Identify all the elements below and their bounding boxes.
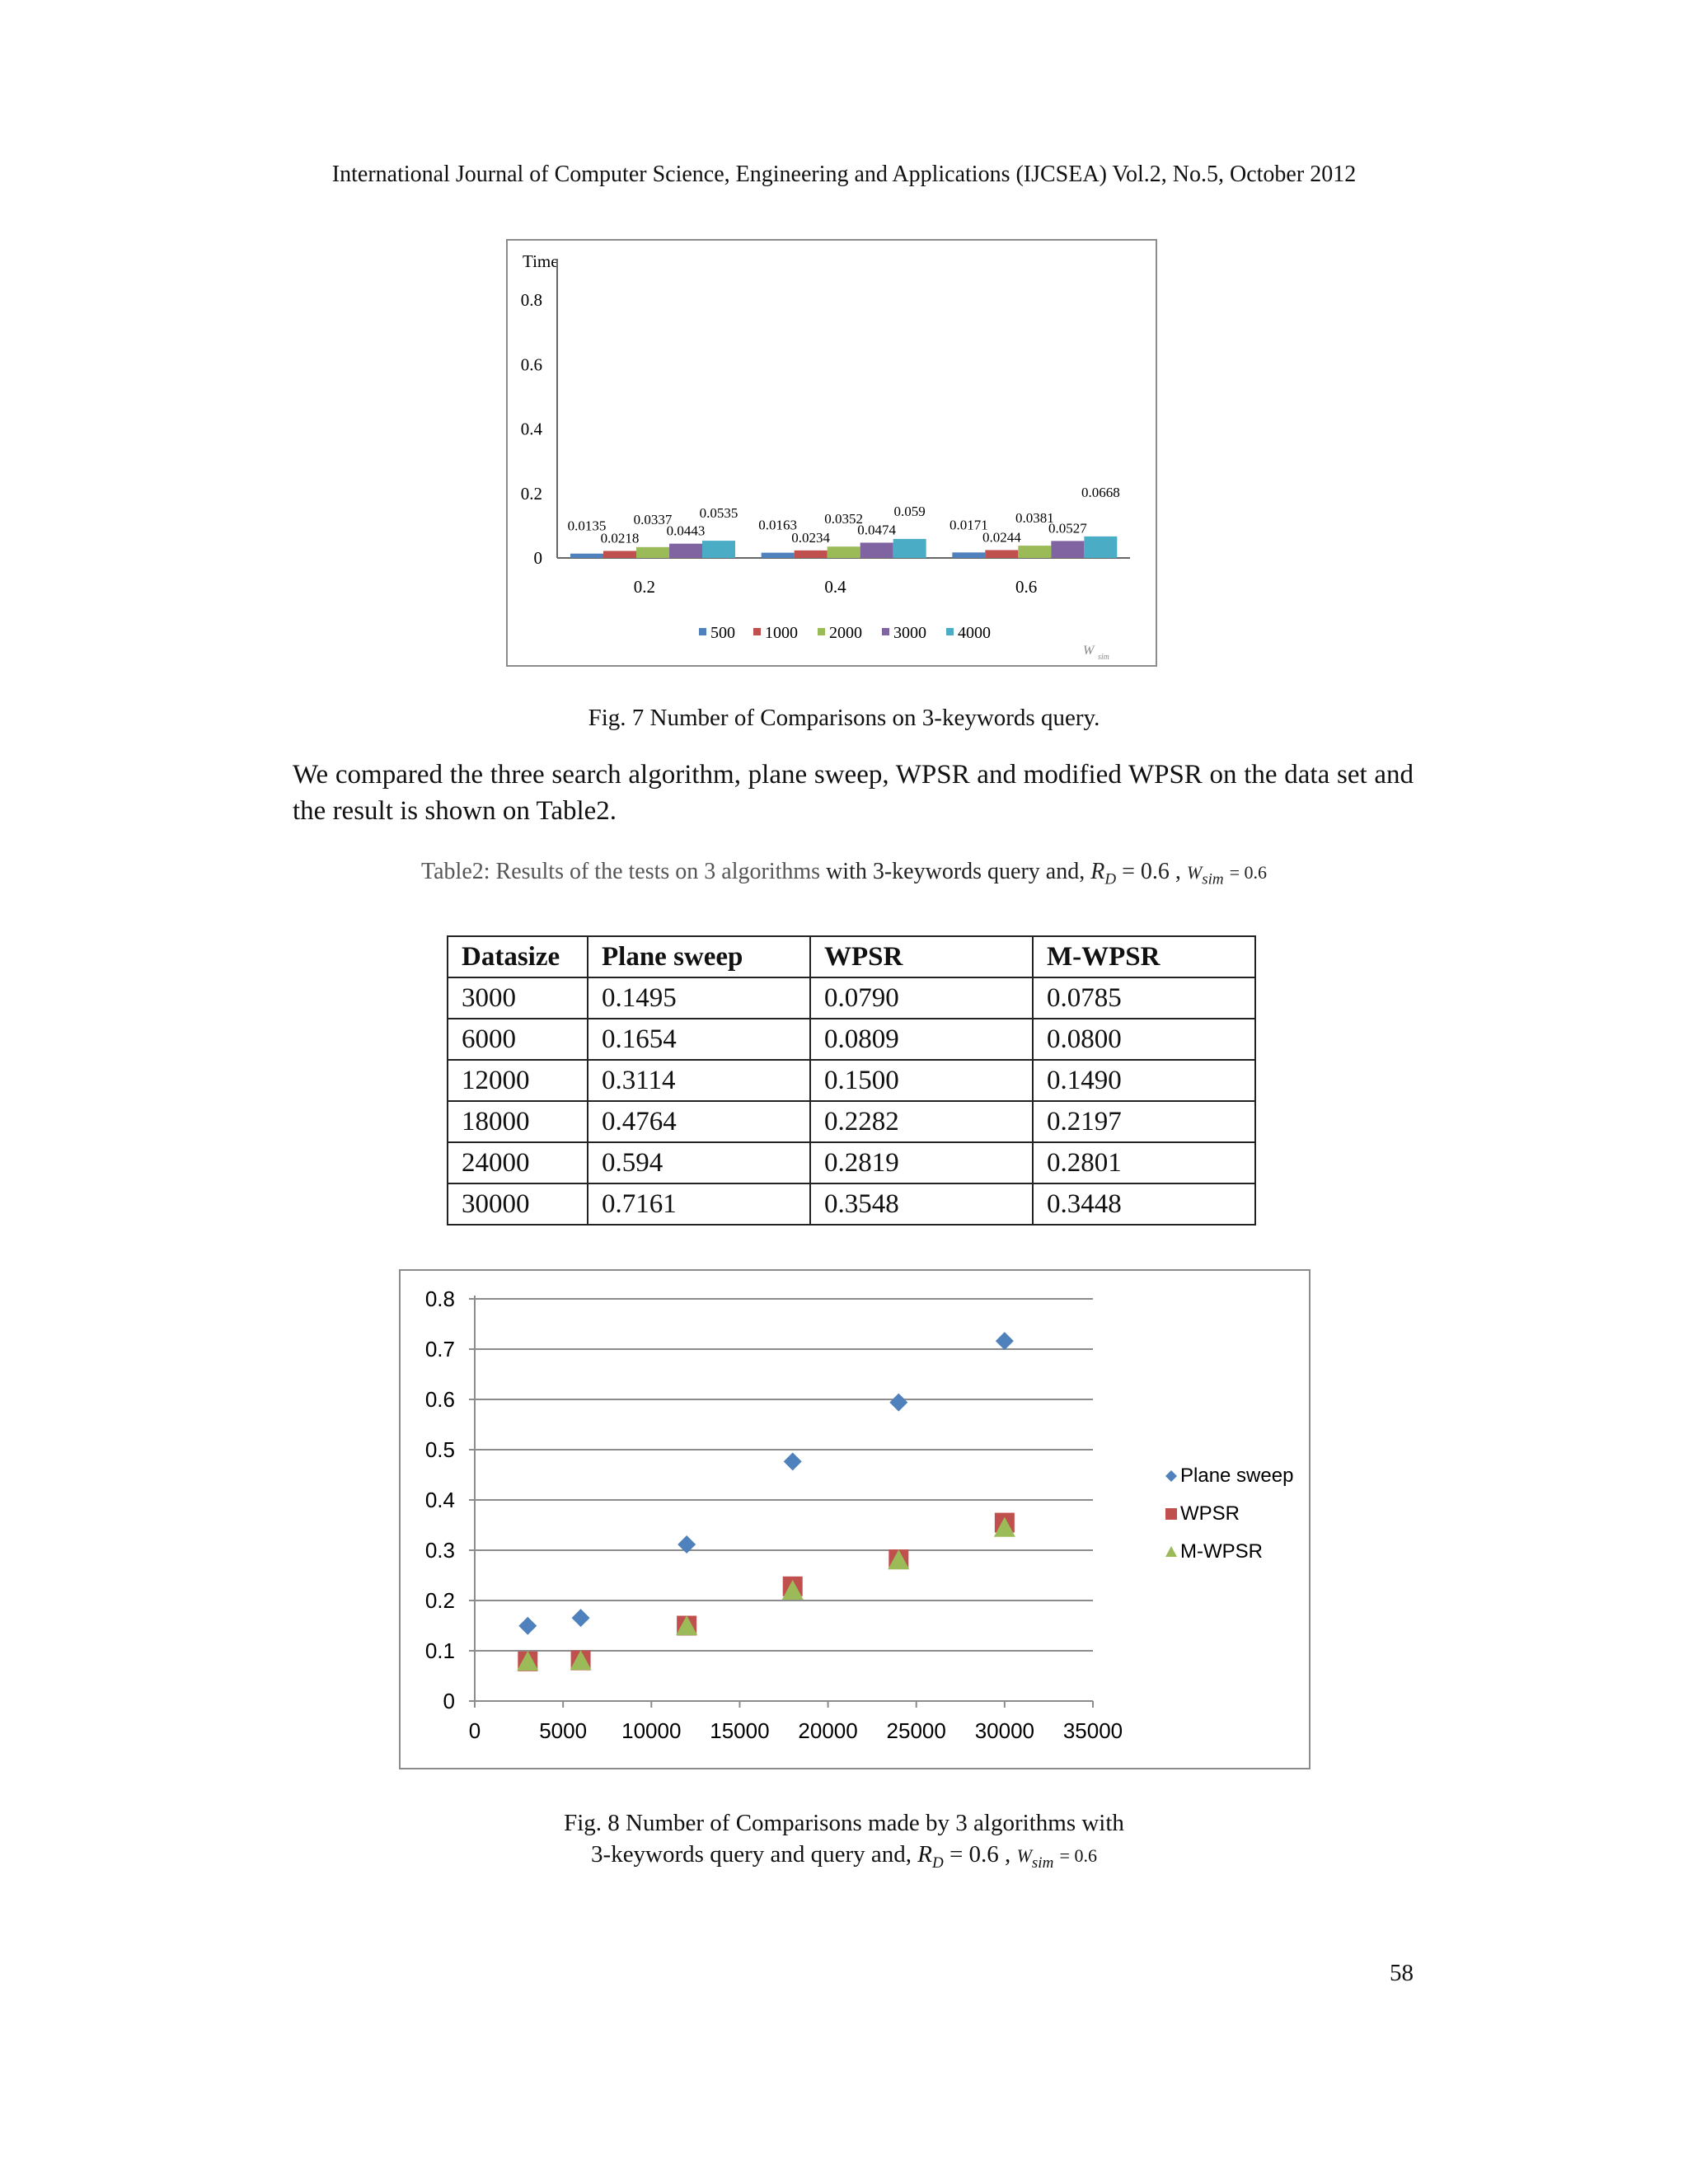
data-point xyxy=(784,1452,802,1470)
w-sim-mark-sub: sim xyxy=(1098,653,1109,662)
fig8-scatter-chart xyxy=(401,1271,1309,1768)
legend-label: Plane sweep xyxy=(1180,1465,1294,1487)
bar xyxy=(952,552,985,558)
fig8-w-symbol: W xyxy=(1016,1845,1032,1866)
y-tick-label: 0.6 xyxy=(424,1387,455,1412)
y-tick-label: 0 xyxy=(443,1689,455,1713)
y-tick-label: 0.8 xyxy=(520,290,542,310)
y-axis-label: Time xyxy=(523,251,559,271)
table2-rd-value: = 0.6 , xyxy=(1122,859,1181,884)
bar xyxy=(669,544,702,558)
table2-w-symbol: W xyxy=(1186,862,1203,883)
x-tick-label: 0 xyxy=(468,1718,481,1743)
bar xyxy=(1051,541,1084,558)
table-cell: 30000 xyxy=(448,1183,588,1225)
table-cell: 0.0790 xyxy=(810,977,1033,1019)
data-label: 0.0135 xyxy=(567,518,607,534)
table-row xyxy=(448,977,1255,1019)
x-tick-label: 30000 xyxy=(974,1718,1035,1743)
x-tick-label: 0.2 xyxy=(633,577,655,597)
data-label: 0.0352 xyxy=(824,511,864,527)
table2-rd-sub: D xyxy=(1104,870,1117,888)
table2-w-sub: sim xyxy=(1202,870,1224,888)
bar xyxy=(636,547,669,558)
data-point xyxy=(996,1332,1014,1350)
fig7-bar-chart xyxy=(508,241,1156,665)
body-paragraph-text: We compared the three search algorithm, plane sweep, WPSR and modified WPSR on the data set and the result is shown on Table2. xyxy=(293,760,1414,826)
legend-swatch xyxy=(753,628,761,635)
table-cell: 0.3548 xyxy=(810,1183,1033,1225)
x-tick-label: 0.6 xyxy=(1015,577,1038,597)
y-tick-label: 0.2 xyxy=(520,483,542,504)
table-row xyxy=(448,1183,1255,1225)
table2-caption-mid: with 3-keywords query and, xyxy=(826,859,1085,884)
bar xyxy=(570,554,603,558)
legend-label: 4000 xyxy=(958,624,991,642)
data-label: 0.0234 xyxy=(791,529,831,546)
y-tick-label: 0.6 xyxy=(520,354,542,375)
w-sim-mark-symbol: W xyxy=(1083,644,1095,658)
fig8-frame xyxy=(399,1269,1311,1769)
y-tick-label: 0 xyxy=(533,548,542,568)
legend-swatch xyxy=(882,628,889,635)
bar xyxy=(828,546,860,558)
table-cell: 0.4764 xyxy=(588,1101,810,1142)
x-tick-label: 10000 xyxy=(621,1718,682,1743)
page-number: 58 xyxy=(1390,1960,1414,1986)
bar xyxy=(702,541,735,558)
table-cell: 0.1654 xyxy=(588,1019,810,1060)
data-label: 0.0474 xyxy=(857,522,897,538)
bar xyxy=(893,539,926,558)
legend-label: 500 xyxy=(710,624,735,642)
table2 xyxy=(447,935,1256,1226)
table-cell: 0.7161 xyxy=(588,1183,810,1225)
data-label: 0.0218 xyxy=(600,530,640,546)
y-tick-label: 0.4 xyxy=(424,1488,455,1512)
table-cell: 18000 xyxy=(448,1101,588,1142)
data-label: 0.0668 xyxy=(1081,484,1120,500)
fig8-caption-line2-text: 3-keywords query and query and, xyxy=(591,1841,912,1868)
w-sim-corner-mark xyxy=(1083,644,1109,662)
fig8-rd-sub: D xyxy=(931,1854,944,1872)
legend-swatch xyxy=(699,628,706,635)
legend-swatch xyxy=(946,628,954,635)
y-tick-label: 0.7 xyxy=(424,1337,455,1361)
data-label: 0.0527 xyxy=(1048,520,1087,537)
fig8-caption-line2 xyxy=(0,1839,1688,1879)
table-row xyxy=(448,1060,1255,1101)
table-cell: 12000 xyxy=(448,1060,588,1101)
data-label: 0.0337 xyxy=(633,511,673,527)
fig8-w-sub: sim xyxy=(1031,1854,1054,1872)
bar xyxy=(1018,546,1051,558)
fig8-caption xyxy=(0,1807,1688,1879)
legend-marker xyxy=(1165,1508,1177,1520)
bar xyxy=(1084,537,1117,558)
table-cell: 0.1495 xyxy=(588,977,810,1019)
bar xyxy=(985,550,1018,558)
table-cell: 0.0785 xyxy=(1033,977,1255,1019)
y-tick-label: 0.2 xyxy=(424,1588,455,1613)
table-cell: 0.0800 xyxy=(1033,1019,1255,1060)
legend-label: WPSR xyxy=(1180,1502,1240,1525)
legend-label: M-WPSR xyxy=(1180,1540,1263,1563)
data-label: 0.059 xyxy=(893,503,926,519)
fig8-rd-value: = 0.6 , xyxy=(949,1841,1011,1868)
table-header-cell: Datasize xyxy=(448,936,588,977)
table-cell: 3000 xyxy=(448,977,588,1019)
fig8-w-value: = 0.6 xyxy=(1059,1845,1097,1866)
x-tick-label: 25000 xyxy=(886,1718,946,1743)
data-point xyxy=(518,1617,537,1635)
table-header-cell: Plane sweep xyxy=(588,936,810,977)
journal-header: International Journal of Computer Science, Engineering and Applications (IJCSEA) Vol.2, No.5, October 2012 xyxy=(331,162,1357,187)
table-cell: 24000 xyxy=(448,1142,588,1183)
bar xyxy=(762,553,795,558)
table-header-row xyxy=(448,936,1255,977)
table2-caption-prefix: Table2: Results of the tests on 3 algorithms xyxy=(420,859,821,884)
data-label: 0.0381 xyxy=(1015,510,1054,527)
table-header-cell: M-WPSR xyxy=(1033,936,1255,977)
table2-rd-symbol: R xyxy=(1090,859,1105,884)
x-tick-label: 20000 xyxy=(798,1718,858,1743)
x-tick-label: 5000 xyxy=(539,1718,588,1743)
data-label: 0.0535 xyxy=(699,505,738,522)
table-header-cell: WPSR xyxy=(810,936,1033,977)
legend-label: 3000 xyxy=(893,624,926,642)
table-row xyxy=(448,1019,1255,1060)
data-label: 0.0163 xyxy=(758,517,798,533)
table-cell: 0.3448 xyxy=(1033,1183,1255,1225)
data-label: 0.0171 xyxy=(949,517,988,533)
series-m-wpsr xyxy=(517,1517,1015,1671)
table-cell: 0.1500 xyxy=(810,1060,1033,1101)
table-cell: 0.3114 xyxy=(588,1060,810,1101)
x-tick-label: 0.4 xyxy=(824,577,846,597)
x-tick-label: 15000 xyxy=(710,1718,770,1743)
x-tick-label: 35000 xyxy=(1062,1718,1123,1743)
data-point xyxy=(889,1394,907,1412)
table-cell: 0.2801 xyxy=(1033,1142,1255,1183)
table-row xyxy=(448,1101,1255,1142)
data-label: 0.0244 xyxy=(982,529,1021,546)
table-cell: 0.2282 xyxy=(810,1101,1033,1142)
series-plane-sweep xyxy=(518,1332,1014,1635)
legend-marker xyxy=(1165,1546,1177,1557)
y-tick-label: 0.1 xyxy=(424,1638,455,1663)
legend-label: 2000 xyxy=(829,624,862,642)
table-cell: 6000 xyxy=(448,1019,588,1060)
fig8-rd-symbol: R xyxy=(917,1841,932,1868)
y-tick-label: 0.3 xyxy=(424,1538,455,1563)
table-cell: 0.2819 xyxy=(810,1142,1033,1183)
table2-w-value: = 0.6 xyxy=(1229,862,1268,883)
table2-caption xyxy=(0,859,1688,889)
table-cell: 0.2197 xyxy=(1033,1101,1255,1142)
y-tick-label: 0.4 xyxy=(520,419,542,439)
body-paragraph xyxy=(293,757,1414,829)
legend-swatch xyxy=(818,628,825,635)
table-row xyxy=(448,1142,1255,1183)
fig7-frame xyxy=(506,239,1157,667)
table-cell: 0.594 xyxy=(588,1142,810,1183)
legend-label: 1000 xyxy=(765,624,798,642)
y-tick-label: 0.8 xyxy=(424,1286,455,1311)
table-cell: 0.0809 xyxy=(810,1019,1033,1060)
table-cell: 0.1490 xyxy=(1033,1060,1255,1101)
bar xyxy=(860,542,893,558)
data-label: 0.0443 xyxy=(666,523,706,539)
y-tick-label: 0.5 xyxy=(424,1437,455,1462)
legend-marker xyxy=(1165,1470,1177,1482)
fig7-caption: Fig. 7 Number of Comparisons on 3-keywords query. xyxy=(588,705,1100,731)
data-point xyxy=(572,1609,590,1627)
bar xyxy=(603,551,636,558)
series-wpsr xyxy=(518,1513,1015,1671)
bar xyxy=(795,551,828,558)
fig8-caption-line1: Fig. 8 Number of Comparisons made by 3 algorithms with xyxy=(564,1810,1124,1836)
